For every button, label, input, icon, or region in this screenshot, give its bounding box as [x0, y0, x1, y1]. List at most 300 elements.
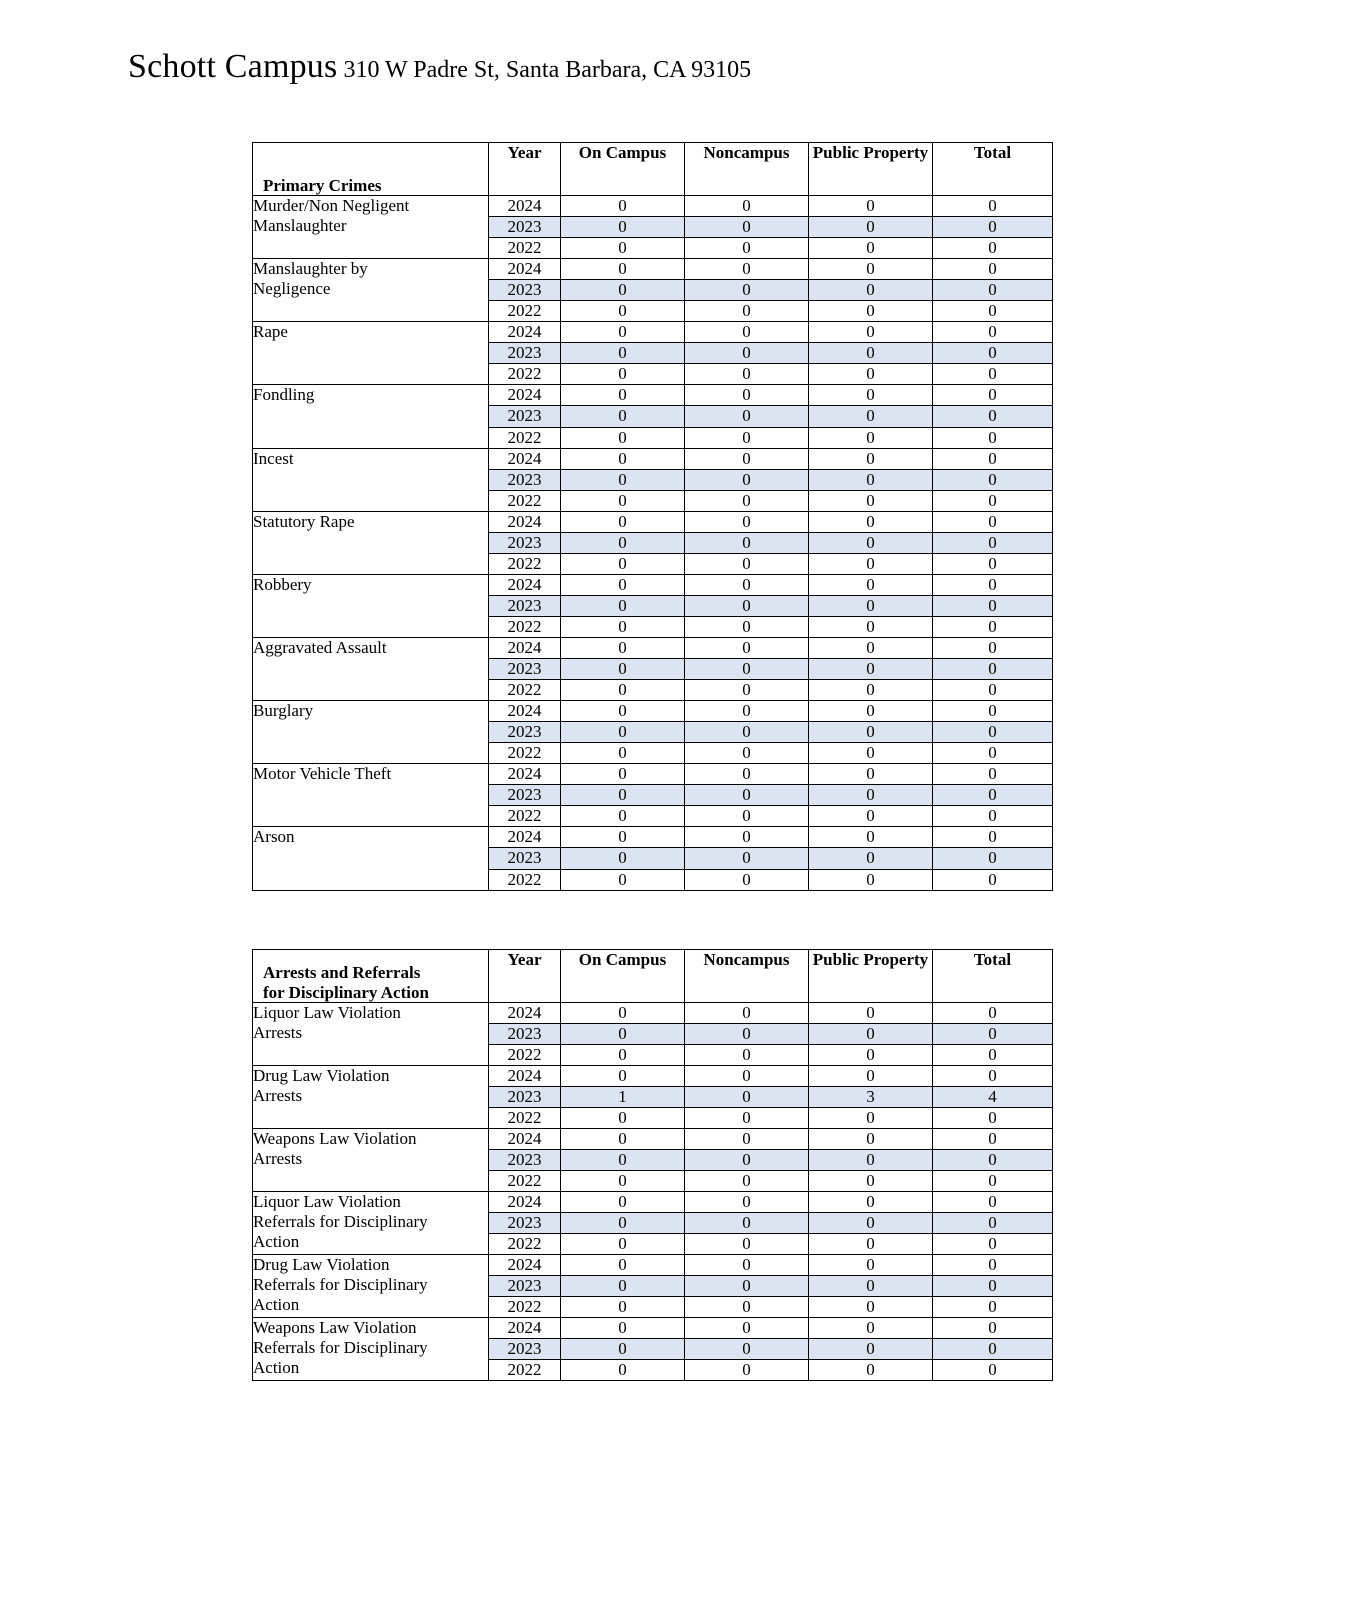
cell-noncampus: 0: [685, 280, 809, 301]
row-category-label: [253, 637, 489, 700]
cell-public-property: 0: [809, 406, 933, 427]
row-category-label-line: Manslaughter by: [253, 259, 368, 279]
cell-noncampus: 0: [685, 427, 809, 448]
cell-year: 2023: [489, 1339, 561, 1360]
cell-noncampus: 0: [685, 553, 809, 574]
cell-on-campus: 0: [561, 448, 685, 469]
column-header-on-campus-line1: On: [578, 949, 602, 969]
cell-total: 0: [933, 490, 1053, 511]
table-row: [253, 322, 1053, 343]
cell-on-campus: 0: [561, 511, 685, 532]
table-body: [253, 196, 1053, 891]
cell-public-property: 0: [809, 511, 933, 532]
cell-year: 2023: [489, 1086, 561, 1107]
cell-on-campus: 0: [561, 490, 685, 511]
cell-public-property: 0: [809, 827, 933, 848]
cell-public-property: 0: [809, 1002, 933, 1023]
cell-total: 0: [933, 1023, 1053, 1044]
cell-noncampus: 0: [685, 722, 809, 743]
column-header-noncampus: Noncampus: [685, 949, 809, 1002]
cell-public-property: 0: [809, 385, 933, 406]
cell-year: 2024: [489, 511, 561, 532]
cell-public-property: 0: [809, 217, 933, 238]
cell-on-campus: 0: [561, 469, 685, 490]
cell-noncampus: 0: [685, 743, 809, 764]
cell-total: 0: [933, 1234, 1053, 1255]
cell-year: 2024: [489, 385, 561, 406]
cell-year: 2022: [489, 1297, 561, 1318]
cell-year: 2023: [489, 1276, 561, 1297]
cell-noncampus: 0: [685, 659, 809, 680]
row-category-label-line: Action: [253, 1358, 300, 1378]
cell-on-campus: 0: [561, 1065, 685, 1086]
cell-on-campus: 0: [561, 259, 685, 280]
cell-public-property: 0: [809, 1128, 933, 1149]
row-category-label-line: Arrests: [253, 1085, 303, 1105]
cell-year: 2022: [489, 364, 561, 385]
cell-year: 2022: [489, 1170, 561, 1191]
cell-total: 0: [933, 469, 1053, 490]
cell-public-property: 0: [809, 322, 933, 343]
cell-noncampus: 0: [685, 1339, 809, 1360]
cell-on-campus: 0: [561, 1234, 685, 1255]
cell-noncampus: 0: [685, 1297, 809, 1318]
cell-total: 0: [933, 448, 1053, 469]
cell-public-property: 0: [809, 1213, 933, 1234]
cell-on-campus: 0: [561, 280, 685, 301]
row-category-label: [253, 1191, 489, 1254]
cell-total: 4: [933, 1086, 1053, 1107]
column-header-public-property: [809, 143, 933, 196]
cell-year: 2024: [489, 196, 561, 217]
cell-noncampus: 0: [685, 1023, 809, 1044]
cell-noncampus: 0: [685, 238, 809, 259]
cell-public-property: 0: [809, 574, 933, 595]
cell-noncampus: 0: [685, 1191, 809, 1212]
column-header-year: Year: [489, 949, 561, 1002]
cell-total: 0: [933, 1191, 1053, 1212]
cell-on-campus: 0: [561, 1107, 685, 1128]
cell-on-campus: 0: [561, 1213, 685, 1234]
cell-on-campus: 0: [561, 574, 685, 595]
column-header-public-property-line2: Property: [863, 143, 929, 162]
row-category-label-line: Burglary: [253, 701, 314, 721]
cell-public-property: 0: [809, 680, 933, 701]
cell-public-property: 0: [809, 743, 933, 764]
row-category-label-line: Action: [253, 1232, 300, 1252]
cell-year: 2023: [489, 1213, 561, 1234]
cell-on-campus: 0: [561, 637, 685, 658]
header-row: [253, 949, 1053, 1002]
cell-total: 0: [933, 301, 1053, 322]
page-title: [128, 48, 1352, 86]
cell-on-campus: 0: [561, 1044, 685, 1065]
cell-on-campus: 0: [561, 343, 685, 364]
cell-year: 2022: [489, 1360, 561, 1381]
cell-public-property: 0: [809, 616, 933, 637]
cell-total: 0: [933, 1065, 1053, 1086]
cell-on-campus: 0: [561, 1318, 685, 1339]
cell-year: 2024: [489, 259, 561, 280]
cell-public-property: 0: [809, 1191, 933, 1212]
column-header-public-property: [809, 949, 933, 1002]
cell-total: 0: [933, 701, 1053, 722]
cell-public-property: 0: [809, 869, 933, 890]
row-category-label-line: Motor Vehicle Theft: [253, 764, 392, 784]
cell-total: 0: [933, 848, 1053, 869]
cell-on-campus: 0: [561, 301, 685, 322]
row-category-label-line: Fondling: [253, 385, 315, 405]
row-category-label-line: Drug Law Violation: [253, 1065, 390, 1085]
cell-on-campus: 0: [561, 385, 685, 406]
row-category-label: [253, 322, 489, 385]
cell-public-property: 0: [809, 553, 933, 574]
cell-total: 0: [933, 322, 1053, 343]
cell-noncampus: 0: [685, 595, 809, 616]
cell-year: 2022: [489, 490, 561, 511]
cell-noncampus: 0: [685, 1276, 809, 1297]
cell-on-campus: 0: [561, 238, 685, 259]
arrests-referrals-table: [252, 949, 1053, 1382]
cell-total: 0: [933, 785, 1053, 806]
cell-public-property: 0: [809, 490, 933, 511]
column-header-category-line2: for Disciplinary Action: [263, 982, 429, 1002]
cell-total: 0: [933, 595, 1053, 616]
cell-total: 0: [933, 869, 1053, 890]
column-header-total: Total: [933, 949, 1053, 1002]
cell-noncampus: 0: [685, 1213, 809, 1234]
row-category-label: [253, 701, 489, 764]
table-row: [253, 511, 1053, 532]
column-header-on-campus: [561, 143, 685, 196]
cell-public-property: 0: [809, 427, 933, 448]
row-category-label-line: Arrests: [253, 1148, 303, 1168]
table-row: [253, 827, 1053, 848]
row-category-label-line: Referrals for Disciplinary: [253, 1212, 428, 1232]
column-header-category-line1: Primary Crimes: [263, 175, 382, 195]
cell-noncampus: 0: [685, 701, 809, 722]
cell-noncampus: 0: [685, 1318, 809, 1339]
cell-on-campus: 0: [561, 659, 685, 680]
cell-noncampus: 0: [685, 1044, 809, 1065]
column-header-year: Year: [489, 143, 561, 196]
cell-total: 0: [933, 1360, 1053, 1381]
cell-year: 2023: [489, 1149, 561, 1170]
cell-year: 2022: [489, 238, 561, 259]
cell-public-property: 0: [809, 806, 933, 827]
cell-year: 2023: [489, 848, 561, 869]
cell-total: 0: [933, 238, 1053, 259]
column-header-public-property-line1: Public: [812, 949, 860, 969]
cell-on-campus: 0: [561, 1023, 685, 1044]
column-header-noncampus: Noncampus: [685, 143, 809, 196]
cell-noncampus: 0: [685, 259, 809, 280]
cell-total: 0: [933, 1107, 1053, 1128]
cell-total: 0: [933, 280, 1053, 301]
column-header-category: [253, 143, 489, 196]
cell-year: 2024: [489, 574, 561, 595]
column-header-public-property-line1: Public: [812, 143, 860, 162]
cell-noncampus: 0: [685, 806, 809, 827]
table-row: [253, 764, 1053, 785]
column-header-category: [253, 949, 489, 1002]
row-category-label: [253, 385, 489, 448]
cell-year: 2023: [489, 280, 561, 301]
column-header-on-campus-line1: On: [578, 143, 602, 162]
column-header-on-campus: [561, 949, 685, 1002]
cell-on-campus: 0: [561, 553, 685, 574]
table-row: [253, 637, 1053, 658]
table-row: [253, 701, 1053, 722]
arrests-referrals-table-wrap: [252, 949, 1052, 1382]
row-category-label-line: Aggravated Assault: [253, 637, 387, 657]
cell-noncampus: 0: [685, 680, 809, 701]
cell-public-property: 0: [809, 301, 933, 322]
campus-name: Schott Campus: [128, 48, 338, 85]
cell-on-campus: 0: [561, 532, 685, 553]
cell-on-campus: 0: [561, 196, 685, 217]
row-category-label: [253, 511, 489, 574]
cell-on-campus: 0: [561, 1255, 685, 1276]
row-category-label-line: Rape: [253, 322, 288, 342]
row-category-label-line: Arrests: [253, 1022, 303, 1042]
cell-noncampus: 0: [685, 1360, 809, 1381]
cell-noncampus: 0: [685, 469, 809, 490]
cell-public-property: 0: [809, 1234, 933, 1255]
cell-year: 2022: [489, 301, 561, 322]
cell-noncampus: 0: [685, 385, 809, 406]
cell-public-property: 0: [809, 1044, 933, 1065]
table-row: [253, 1065, 1053, 1086]
cell-public-property: 0: [809, 701, 933, 722]
cell-public-property: 0: [809, 1297, 933, 1318]
cell-on-campus: 0: [561, 785, 685, 806]
cell-public-property: 0: [809, 1023, 933, 1044]
cell-public-property: 0: [809, 659, 933, 680]
cell-total: 0: [933, 532, 1053, 553]
cell-total: 0: [933, 764, 1053, 785]
table-row: [253, 196, 1053, 217]
cell-year: 2022: [489, 1044, 561, 1065]
campus-address: 310 W Padre St, Santa Barbara, CA 93105: [343, 57, 752, 83]
cell-on-campus: 0: [561, 595, 685, 616]
row-category-label: [253, 827, 489, 890]
cell-total: 0: [933, 680, 1053, 701]
table-body: [253, 1002, 1053, 1381]
row-category-label-line: Drug Law Violation: [253, 1255, 390, 1275]
cell-noncampus: 0: [685, 448, 809, 469]
cell-year: 2024: [489, 448, 561, 469]
cell-on-campus: 0: [561, 427, 685, 448]
cell-public-property: 0: [809, 1149, 933, 1170]
cell-total: 0: [933, 1213, 1053, 1234]
cell-total: 0: [933, 259, 1053, 280]
cell-on-campus: 0: [561, 1149, 685, 1170]
cell-on-campus: 0: [561, 1297, 685, 1318]
cell-on-campus: 0: [561, 406, 685, 427]
header-row: [253, 143, 1053, 196]
cell-total: 0: [933, 1318, 1053, 1339]
row-category-label-line: Referrals for Disciplinary: [253, 1275, 428, 1295]
cell-noncampus: 0: [685, 364, 809, 385]
cell-noncampus: 0: [685, 1170, 809, 1191]
cell-on-campus: 0: [561, 1339, 685, 1360]
cell-on-campus: 0: [561, 701, 685, 722]
cell-on-campus: 0: [561, 743, 685, 764]
row-category-label-line: Weapons Law Violation: [253, 1128, 417, 1148]
cell-total: 0: [933, 553, 1053, 574]
cell-on-campus: 0: [561, 722, 685, 743]
column-header-total: Total: [933, 143, 1053, 196]
column-header-public-property-line2: Property: [863, 949, 929, 969]
cell-year: 2022: [489, 680, 561, 701]
cell-public-property: 0: [809, 1065, 933, 1086]
cell-total: 0: [933, 427, 1053, 448]
cell-noncampus: 0: [685, 1149, 809, 1170]
cell-public-property: 0: [809, 764, 933, 785]
row-category-label-line: Negligence: [253, 279, 331, 299]
cell-total: 0: [933, 743, 1053, 764]
row-category-label-line: Arson: [253, 827, 295, 847]
cell-year: 2022: [489, 1234, 561, 1255]
cell-total: 0: [933, 722, 1053, 743]
cell-noncampus: 0: [685, 406, 809, 427]
cell-year: 2023: [489, 595, 561, 616]
row-category-label-line: Weapons Law Violation: [253, 1318, 417, 1338]
cell-noncampus: 0: [685, 490, 809, 511]
cell-public-property: 0: [809, 722, 933, 743]
row-category-label: [253, 196, 489, 259]
cell-year: 2024: [489, 701, 561, 722]
cell-year: 2023: [489, 722, 561, 743]
cell-noncampus: 0: [685, 1086, 809, 1107]
cell-year: 2024: [489, 764, 561, 785]
row-category-label: [253, 1002, 489, 1065]
cell-noncampus: 0: [685, 1234, 809, 1255]
row-category-label-line: Robbery: [253, 574, 312, 594]
cell-on-campus: 0: [561, 827, 685, 848]
cell-noncampus: 0: [685, 511, 809, 532]
cell-year: 2022: [489, 427, 561, 448]
row-category-label: [253, 259, 489, 322]
cell-on-campus: 1: [561, 1086, 685, 1107]
row-category-label-line: Manslaughter: [253, 216, 347, 236]
row-category-label: [253, 1318, 489, 1381]
cell-total: 0: [933, 827, 1053, 848]
cell-year: 2022: [489, 553, 561, 574]
row-category-label: [253, 764, 489, 827]
cell-on-campus: 0: [561, 806, 685, 827]
cell-noncampus: 0: [685, 301, 809, 322]
cell-noncampus: 0: [685, 827, 809, 848]
cell-year: 2023: [489, 659, 561, 680]
cell-total: 0: [933, 343, 1053, 364]
cell-on-campus: 0: [561, 364, 685, 385]
cell-total: 0: [933, 659, 1053, 680]
cell-noncampus: 0: [685, 764, 809, 785]
cell-year: 2022: [489, 806, 561, 827]
cell-public-property: 0: [809, 1107, 933, 1128]
cell-public-property: 0: [809, 848, 933, 869]
cell-total: 0: [933, 616, 1053, 637]
cell-year: 2023: [489, 532, 561, 553]
cell-on-campus: 0: [561, 764, 685, 785]
cell-total: 0: [933, 637, 1053, 658]
cell-public-property: 0: [809, 1339, 933, 1360]
row-category-label: [253, 574, 489, 637]
cell-on-campus: 0: [561, 1191, 685, 1212]
cell-noncampus: 0: [685, 1107, 809, 1128]
cell-year: 2023: [489, 785, 561, 806]
cell-on-campus: 0: [561, 616, 685, 637]
cell-total: 0: [933, 385, 1053, 406]
cell-noncampus: 0: [685, 1065, 809, 1086]
cell-noncampus: 0: [685, 616, 809, 637]
cell-noncampus: 0: [685, 785, 809, 806]
cell-noncampus: 0: [685, 1128, 809, 1149]
row-category-label-line: Statutory Rape: [253, 511, 355, 531]
cell-public-property: 0: [809, 532, 933, 553]
table-row: [253, 385, 1053, 406]
cell-public-property: 0: [809, 238, 933, 259]
cell-noncampus: 0: [685, 848, 809, 869]
cell-total: 0: [933, 196, 1053, 217]
cell-year: 2024: [489, 1191, 561, 1212]
cell-public-property: 0: [809, 1360, 933, 1381]
cell-year: 2023: [489, 1023, 561, 1044]
cell-on-campus: 0: [561, 1360, 685, 1381]
cell-public-property: 0: [809, 1276, 933, 1297]
cell-year: 2024: [489, 1255, 561, 1276]
row-category-label: [253, 448, 489, 511]
cell-total: 0: [933, 1276, 1053, 1297]
cell-year: 2024: [489, 637, 561, 658]
cell-public-property: 0: [809, 785, 933, 806]
cell-total: 0: [933, 1255, 1053, 1276]
cell-public-property: 0: [809, 1318, 933, 1339]
cell-noncampus: 0: [685, 1002, 809, 1023]
cell-total: 0: [933, 1339, 1053, 1360]
cell-total: 0: [933, 511, 1053, 532]
cell-total: 0: [933, 1002, 1053, 1023]
cell-public-property: 0: [809, 343, 933, 364]
cell-on-campus: 0: [561, 1002, 685, 1023]
cell-year: 2022: [489, 743, 561, 764]
cell-noncampus: 0: [685, 869, 809, 890]
cell-total: 0: [933, 1044, 1053, 1065]
row-category-label-line: Referrals for Disciplinary: [253, 1338, 428, 1358]
row-category-label: [253, 1255, 489, 1318]
cell-on-campus: 0: [561, 322, 685, 343]
cell-on-campus: 0: [561, 1128, 685, 1149]
primary-crimes-table: [252, 142, 1053, 891]
cell-year: 2023: [489, 343, 561, 364]
cell-year: 2024: [489, 1002, 561, 1023]
cell-noncampus: 0: [685, 574, 809, 595]
cell-total: 0: [933, 1170, 1053, 1191]
table-row: [253, 1191, 1053, 1212]
row-category-label: [253, 1065, 489, 1128]
cell-total: 0: [933, 406, 1053, 427]
table-header: [253, 143, 1053, 196]
cell-year: 2022: [489, 616, 561, 637]
cell-noncampus: 0: [685, 217, 809, 238]
cell-on-campus: 0: [561, 1276, 685, 1297]
cell-public-property: 0: [809, 364, 933, 385]
table-row: [253, 1128, 1053, 1149]
table-header: [253, 949, 1053, 1002]
cell-total: 0: [933, 806, 1053, 827]
